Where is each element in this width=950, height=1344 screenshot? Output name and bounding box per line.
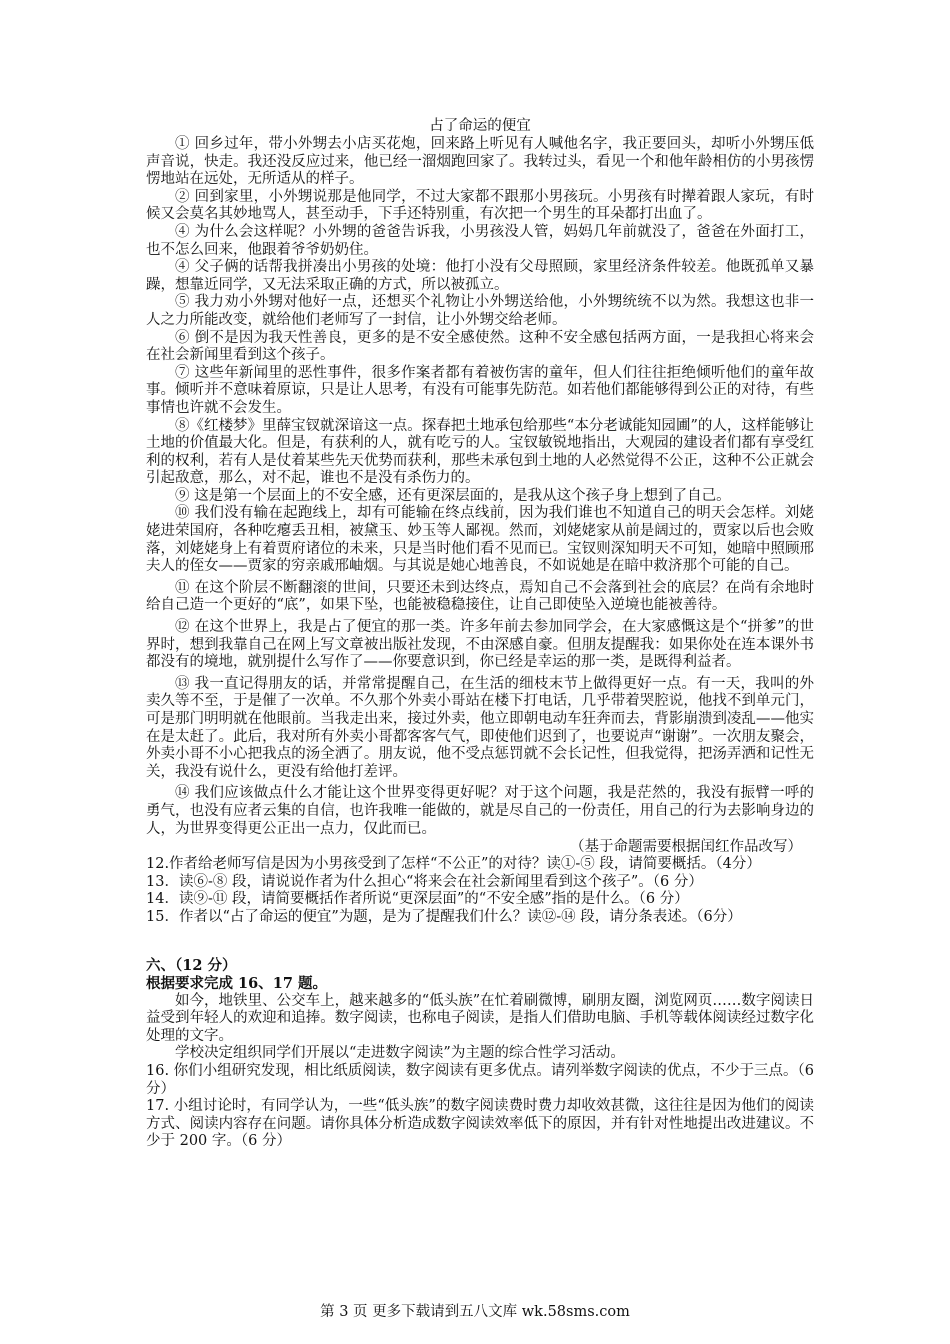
article-paragraph-1: ① 回乡过年，带小外甥去小店买花炮，回来路上听见有人喊他名字，我正要回头，却听小外甥压低声音说，快走。我还没反应过来，他已经一溜烟跑回家了。我转过头，看见一个和他年龄相仿的小男孩愣愣地站在远处，无所适从的样子。 xyxy=(146,136,814,188)
article-source: （基于命题需要根据闰红作品改写） xyxy=(570,839,802,856)
article-paragraph-3: ④ 为什么会这样呢？小外甥的爸爸告诉我，小男孩没人管，妈妈几年前就没了，爸爸在外面打工，也不怎么回来，他跟着爷爷奶奶住。 xyxy=(146,223,814,258)
section-6-heading: 六、（12 分） xyxy=(146,956,237,974)
article-paragraph-4: ④ 父子俩的话帮我拼凑出小男孩的处境：他打小没有父母照顾，家里经济条件较差。他既孤单又暴躁，想靠近同学，又无法采取正确的方式，所以被孤立。 xyxy=(146,259,814,293)
article-paragraph-10: ⑩ 我们没有输在起跑线上，却有可能输在终点线前，因为我们谁也不知道自己的明天会怎样。刘姥姥进荣国府，各种吃瘪丢丑相，被黛玉、妙玉等人鄙视。然而，刘姥姥家从前是阔过的，贾家以后也会败落，刘姥姥身上有着贾府诸位的未来，只是当时他们看不见而已。宝钗则深知明天不可知，她暗中照顾邢夫人的侄女——贾家的穷亲戚邢岫烟。与其说是她心地善良，不如说她是在暗中救济那个可能的自己。 xyxy=(146,505,814,575)
article-paragraph-13: ⑬ 我一直记得朋友的话，并常常提醒自己，在生活的细枝末节上做得更好一点。有一天，我叫的外卖久等不至，于是催了一次单。不久那个外卖小哥站在楼下打电话，几乎带着哭腔说，他找不到单元门，可是那门明明就在他眼前。当我走出来，接过外卖，他立即朝电动车狂奔而去，背影崩溃到凌乱——他实在是太赶了。此后，我对所有外卖小哥都客客气气，即使他们迟到了，也要说声“谢谢”。一次朋友聚会，外卖小哥不小心把我点的汤全洒了。朋友说，他不受点惩罚就不会长记性，但我觉得，把汤弄洒和记性无关，我没有说什么，更没有给他打差评。 xyxy=(146,675,814,780)
article-paragraph-12: ⑫ 在这个世界上，我是占了便宜的那一类。许多年前去参加同学会，在大家感慨这是个“拼爹”的世界时，想到我靠自己在网上写文章被出版社发现，不由深感自豪。但朋友提醒我：如果你处在连本课外书都没有的境地，就别提什么写作了——你要意识到，你已经是幸运的那一类，是既得利益者。 xyxy=(146,619,814,671)
page-footer: 第 3 页 更多下载请到五八文库 wk.58sms.com xyxy=(320,1304,630,1320)
question-15: 15．作者以“占了命运的便宜”为题，是为了提醒我们什么？读⑫-⑭ 段，请分条表述。（6分） xyxy=(146,908,742,925)
document-page xyxy=(146,116,814,1151)
article-paragraph-14: ⑭ 我们应该做点什么才能让这个世界变得更好呢？对于这个问题，我是茫然的，我没有振臂一呼的勇气，也没有应者云集的自信，也许我唯一能做的，就是尽自己的一份责任，用自己的行为去影响身边的人，为世界变得更公正出一点力，仅此而已。 xyxy=(146,785,814,837)
article-paragraph-8: ⑧《红楼梦》里薛宝钗就深谙这一点。探春把土地承包给那些“本分老诚能知园圃”的人，这样能够让土地的价值最大化。但是，有获利的人，就有吃亏的人。宝钗敏锐地指出，大观园的建设者们都有享受红利的权利，若有人是仗着某些先天优势而获利，那些未承包到土地的人必然觉得不公正，这种不公正就会引起敌意，那么，对不起，谁也不是没有杀伤力的。 xyxy=(146,417,814,487)
question-12: 12.作者给老师写信是因为小男孩受到了怎样“不公正”的对待？读①-⑤ 段，请简要概括。（4分） xyxy=(146,856,761,873)
article-paragraph-7: ⑦ 这些年新闻里的恶性事件，很多作案者都有着被伤害的童年，但人们往往拒绝倾听他们的童年故事。倾听并不意味着原谅，只是让人思考，有没有可能事先防范。如若他们都能够得到公正的对待，有些事情也许就不会发生。 xyxy=(146,364,814,416)
question-17: 17. 小组讨论时，有同学认为，一些“低头族”的数字阅读费时费力却收效甚微，这往往是因为他们的阅读方式、阅读内容存在问题。请你具体分析造成数字阅读效率低下的原因，并有针对性地提出改进建议。不少于 200 字。（6 分） xyxy=(146,1098,814,1150)
article-paragraph-5: ⑤ 我力劝小外甥对他好一点，还想买个礼物让小外甥送给他，小外甥统统不以为然。我想这也非一人之力所能改变，就给他们老师写了一封信，让小外甥交给老师。 xyxy=(146,294,814,328)
article-paragraph-6: ⑥ 倒不是因为我天性善良，更多的是不安全感使然。这种不安全感包括两方面，一是我担心将来会在社会新闻里看到这个孩子。 xyxy=(146,329,814,364)
article-paragraph-9: ⑨ 这是第一个层面上的不安全感，还有更深层面的，是我从这个孩子身上想到了自己。 xyxy=(175,487,731,504)
article-paragraph-11: ⑪ 在这个阶层不断翻滚的世间，只要还未到达终点，焉知自己不会落到社会的底层？在尚有余地时给自己造一个更好的“底”，如果下坠，也能被稳稳接住，让自己即使坠入逆境也能被善待。 xyxy=(146,579,814,614)
article-title: 占了命运的便宜 xyxy=(429,118,531,134)
question-16: 16. 你们小组研究发现，相比纸质阅读，数字阅读有更多优点。请列举数字阅读的优点，不少于三点。（6 分） xyxy=(146,1062,814,1097)
section-6-instruction: 根据要求完成 16、17 题。 xyxy=(146,974,327,992)
section-6-paragraph-1: 如今，地铁里、公交车上，越来越多的“低头族”在忙着刷微博，刷朋友圈，浏览网页……数字阅读日益受到年轻人的欢迎和追捧。数字阅读，也称电子阅读，是指人们借助电脑、手机等载体阅读经过数字化处理的文字。 xyxy=(146,992,814,1044)
section-6-paragraph-2: 学校决定组织同学们开展以“走进数字阅读”为主题的综合性学习活动。 xyxy=(175,1045,625,1062)
question-14: 14．读⑨-⑪ 段，请简要概括作者所说“更深层面”的“不安全感”指的是什么。（6 分） xyxy=(146,891,689,908)
article-paragraph-2: ② 回到家里，小外甥说那是他同学，不过大家都不跟那小男孩玩。小男孩有时撵着跟人家玩，有时候又会莫名其妙地骂人，甚至动手，下手还特别重，有次把一个男生的耳朵都打出血了。 xyxy=(146,188,814,223)
question-13: 13．读⑥-⑧ 段，请说说作者为什么担心“将来会在社会新闻里看到这个孩子”。（6 分） xyxy=(146,873,703,890)
